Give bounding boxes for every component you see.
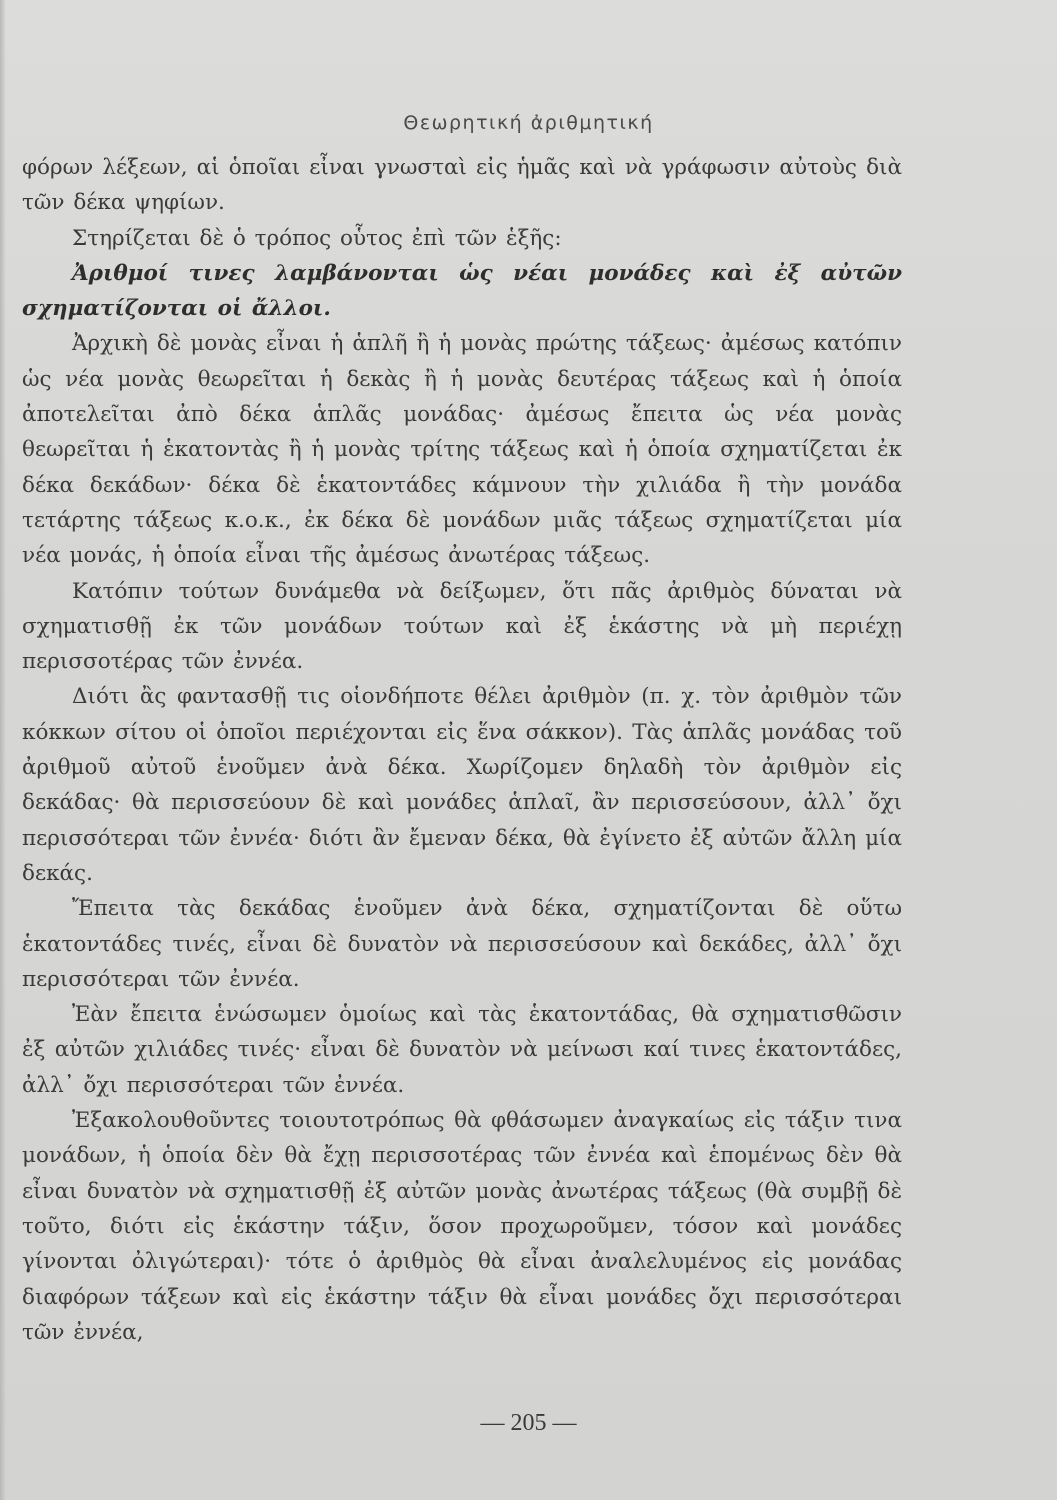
paragraph-claim: Κατόπιν τούτων δυνάμεθα νὰ δείξωμεν, ὅτι πᾶς ἀριθμὸς δύναται νὰ σχηματισθῇ ἐκ τῶν μονάδων τούτων καὶ ἐξ ἑκάστης νὰ μὴ περιέχῃ περισσοτέρας τῶν ἐννέα.: [22, 578, 902, 675]
paragraph-proof-hundreds: Ἐὰν ἔπειτα ἑνώσωμεν ὁμοίως καὶ τὰς ἑκατοντάδας, θὰ σχηματισθῶσιν ἐξ αὐτῶν χιλιάδες τινές· εἶναι δὲ δυνατὸν νὰ μείνωσι καί τινες ἑκατοντάδες, ἀλλ᾽ ὄχι περισσότεραι τῶν ἐννέα.: [22, 1002, 902, 1098]
paragraph-continuation: φόρων λέξεων, αἱ ὁποῖαι εἶναι γνωσταὶ εἰς ἡμᾶς καὶ νὰ γράφωσιν αὐτοὺς διὰ τῶν δέκα ψηφίων.: [22, 155, 902, 216]
paragraph-proof-units: Διότι ἂς φαντασθῇ τις οἱονδήποτε θέλει ἀριθμὸν (π. χ. τὸν ἀριθμὸν τῶν κόκκων σίτου οἱ ὁποῖοι περιέχονται εἰς ἕνα σάκκον). Τὰς ἁπλᾶς μονάδας τοῦ ἀριθμοῦ αὐτοῦ ἑνοῦμεν ἀνὰ δέκα. Χωρίζομεν δηλαδὴ τὸν ἀριθμὸν εἰς δεκάδας· θὰ περισσεύουν δὲ καὶ μονάδες ἁπλαῖ, ἂν περισσεύσουν, ἀλλ᾽ ὄχι περισσότεραι τῶν ἐννέα· διότι ἂν ἔμεναν δέκα, θὰ ἐγίνετο ἐξ αὐτῶν ἄλλη μία δεκάς.: [22, 684, 902, 886]
page-edge-shadow: [0, 0, 6, 1500]
paragraph-conclusion: Ἐξακολουθοῦντες τοιουτοτρόπως θὰ φθάσωμεν ἀναγκαίως εἰς τάξιν τινα μονάδων, ἡ ὁποία δὲν θὰ ἔχῃ περισσοτέρας τῶν ἐννέα καὶ ἑπομένως δὲν θὰ εἶναι δυνατὸν νὰ σχηματισθῇ ἐξ αὐτῶν μονὰς ἀνωτέρας τάξεως (θὰ συμβῇ δὲ τοῦτο, διότι εἰς ἑκάστην τάξιν, ὅσον προχωροῦμεν, τόσον καὶ μονάδες γίνονται ὀλιγώτεραι)· τότε ὁ ἀριθμὸς θὰ εἶναι ἀναλελυμένος εἰς μονάδας διαφόρων τάξεων καὶ εἰς ἑκάστην τάξιν θὰ εἶναι μονάδες ὄχι περισσότεραι τῶν ἐννέα,: [22, 1108, 902, 1345]
running-title: Θεωρητική ἀριθμητική: [403, 112, 654, 134]
paragraph-units: Ἀρχικὴ δὲ μονὰς εἶναι ἡ ἁπλῆ ἢ ἡ μονὰς πρώτης τάξεως· ἀμέσως κατόπιν ὡς νέα μονὰς θεωρεῖται ἡ δεκὰς ἢ ἡ μονὰς δευτέρας τάξεως καὶ ἡ ὁποία ἀποτελεῖται ἀπὸ δέκα ἁπλᾶς μονάδας· ἀμέσως ἔπειτα ὡς νέα μονὰς θεωρεῖται ἡ ἑκατοντὰς ἢ ἡ μονὰς τρίτης τάξεως καὶ ἡ ὁποία σχηματίζεται ἐκ δέκα δεκάδων· δέκα δὲ ἑκατοντάδες κάμνουν τὴν χιλιάδα ἢ τὴν μονάδα τετάρτης τάξεως κ.ο.κ., ἐκ δέκα δὲ μονάδων μιᾶς τάξεως σχηματίζεται μία νέα μονάς, ἡ ὁποία εἶναι τῆς ἀμέσως ἀνωτέρας τάξεως.: [22, 331, 902, 569]
paragraph-method: Στηρίζεται δὲ ὁ τρόπος οὗτος ἐπὶ τῶν ἑξῆς:: [72, 225, 562, 251]
paragraph-principle: Ἀριθμοί τινες λαμβάνονται ὡς νέαι μονάδες καὶ ἐξ αὐτῶν σχηματίζονται οἱ ἄλλοι.: [22, 260, 902, 322]
body-text: [22, 150, 902, 1350]
paragraph-proof-tens: Ἔπειτα τὰς δεκάδας ἑνοῦμεν ἀνὰ δέκα, σχηματίζονται δὲ οὕτω ἑκατοντάδες τινές, εἶναι δὲ δυνατὸν νὰ περισσεύσουν καὶ δεκάδες, ἀλλ᾽ ὄχι περισσότεραι τῶν ἐννέα.: [22, 896, 902, 992]
page-number: — 205 —: [480, 1410, 577, 1436]
